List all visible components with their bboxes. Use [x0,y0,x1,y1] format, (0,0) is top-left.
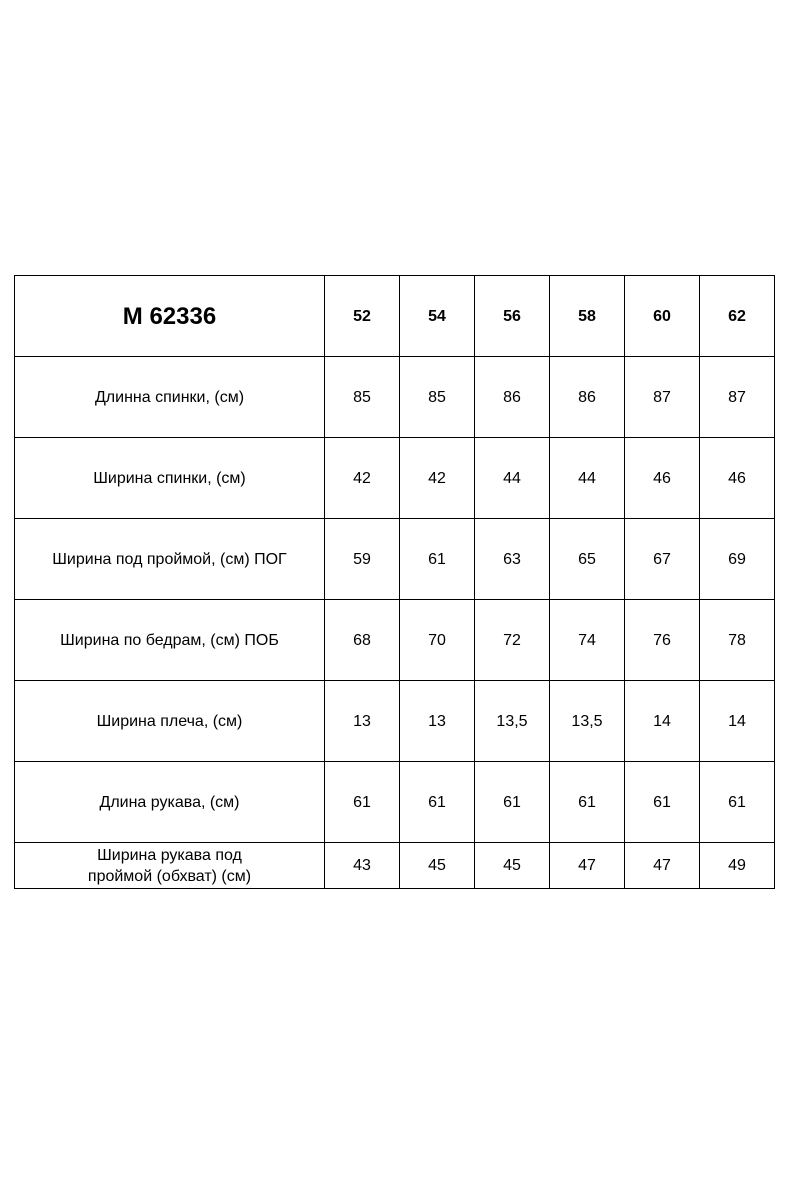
table-cell: 61 [550,762,625,843]
row-label: Ширина плеча, (см) [15,681,325,762]
table-row [15,762,775,843]
table-cell: 42 [325,438,400,519]
table-row [15,357,775,438]
table-cell: 44 [550,438,625,519]
row-label: Ширина спинки, (см) [15,438,325,519]
table-cell: 13 [325,681,400,762]
table-cell: 78 [700,600,775,681]
table-cell: 14 [625,681,700,762]
table-cell: 68 [325,600,400,681]
size-header-60: 60 [625,276,700,357]
table-row [15,519,775,600]
table-cell: 46 [700,438,775,519]
table-cell: 45 [400,843,475,889]
table-cell: 61 [400,762,475,843]
header-row [15,276,775,357]
table-cell: 69 [700,519,775,600]
size-header-54: 54 [400,276,475,357]
table-cell: 65 [550,519,625,600]
row-label: Длина рукава, (см) [15,762,325,843]
table-row [15,438,775,519]
row-label: Ширина по бедрам, (см) ПОБ [15,600,325,681]
table-cell: 70 [400,600,475,681]
row-label [15,843,325,889]
row-label: Длинна спинки, (см) [15,357,325,438]
size-chart-table [14,275,775,889]
table-cell: 13,5 [475,681,550,762]
table-cell: 85 [325,357,400,438]
table-cell: 67 [625,519,700,600]
table-cell: 44 [475,438,550,519]
table-cell: 86 [550,357,625,438]
table-cell: 61 [625,762,700,843]
table-cell: 87 [625,357,700,438]
table-cell: 13 [400,681,475,762]
table-cell: 42 [400,438,475,519]
table-cell: 61 [700,762,775,843]
table-cell: 74 [550,600,625,681]
row-label-line: проймой (обхват) (см) [87,867,252,885]
row-label-line: Ширина рукава под [97,846,242,864]
table-cell: 13,5 [550,681,625,762]
model-number: М 62336 [15,276,325,357]
table-row [15,681,775,762]
size-header-58: 58 [550,276,625,357]
table-cell: 47 [550,843,625,889]
table-cell: 76 [625,600,700,681]
size-header-56: 56 [475,276,550,357]
table-cell: 46 [625,438,700,519]
table-cell: 43 [325,843,400,889]
table-row [15,600,775,681]
table-cell: 85 [400,357,475,438]
table-row [15,843,775,889]
table-cell: 45 [475,843,550,889]
table-cell: 72 [475,600,550,681]
table-cell: 61 [325,762,400,843]
table-cell: 86 [475,357,550,438]
table-cell: 14 [700,681,775,762]
size-header-52: 52 [325,276,400,357]
row-label: Ширина под проймой, (см) ПОГ [15,519,325,600]
table-cell: 63 [475,519,550,600]
table-cell: 47 [625,843,700,889]
table-cell: 61 [400,519,475,600]
table-cell: 61 [475,762,550,843]
table-cell: 49 [700,843,775,889]
size-header-62: 62 [700,276,775,357]
table-cell: 59 [325,519,400,600]
table-cell: 87 [700,357,775,438]
